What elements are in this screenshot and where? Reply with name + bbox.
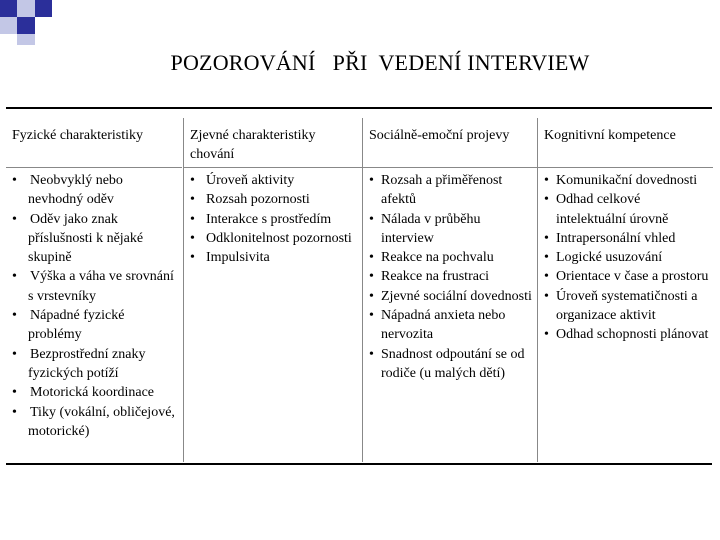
bullet-icon: •	[369, 211, 374, 227]
bullet-icon: •	[12, 404, 17, 420]
bullet-icon: •	[369, 346, 374, 362]
observation-table	[6, 118, 712, 462]
list-item	[367, 287, 535, 306]
corner-logo	[0, 0, 60, 45]
list-item	[367, 248, 535, 267]
bullet-icon: •	[12, 308, 17, 324]
bullet-icon: •	[369, 269, 374, 285]
list-item	[367, 306, 535, 345]
column-items	[367, 171, 535, 383]
list-item-text: Orientace v čase a prostoru	[556, 269, 709, 285]
list-item-text: Motorická koordinace	[30, 385, 155, 401]
list-item	[188, 190, 360, 209]
table-top-rule	[6, 107, 712, 109]
bullet-icon: •	[369, 173, 374, 188]
bullet-icon: •	[544, 250, 549, 266]
list-item	[10, 306, 180, 345]
bullet-icon: •	[544, 192, 549, 208]
list-item	[10, 267, 180, 306]
bullet-icon: •	[190, 173, 195, 188]
column-physical	[6, 118, 182, 462]
list-item-text: Výška a váha ve srovnání s vrstevníky	[28, 269, 174, 304]
list-item	[10, 210, 180, 268]
list-item-text: Odklonitelnost pozornosti	[206, 230, 352, 246]
list-item-text: Intrapersonální vhled	[556, 230, 676, 246]
column-items	[10, 171, 180, 441]
list-item-text: Tiky (vokální, obličejové, motorické)	[28, 404, 175, 439]
list-item	[542, 171, 711, 190]
list-item-text: Bezprostřední znaky fyzických potíží	[28, 346, 146, 381]
bullet-icon: •	[12, 346, 17, 362]
list-item-text: Nápadné fyzické problémy	[28, 308, 125, 343]
list-item-text: Odhad schopnosti plánovat	[556, 327, 709, 343]
list-item-text: Zjevné sociální dovednosti	[381, 288, 532, 304]
column-behavior	[183, 118, 362, 462]
logo-square	[17, 0, 35, 17]
column-header: Kognitivní kompetence	[544, 128, 676, 143]
column-header: Fyzické charakteristiky	[12, 128, 144, 143]
list-item	[542, 287, 711, 326]
bullet-icon: •	[190, 211, 195, 227]
logo-square	[17, 17, 35, 34]
bullet-icon: •	[544, 327, 549, 343]
bullet-icon: •	[544, 288, 549, 304]
list-item	[367, 267, 535, 286]
list-item	[10, 345, 180, 384]
bullet-icon: •	[190, 230, 195, 246]
bullet-icon: •	[369, 308, 374, 324]
list-item	[542, 267, 711, 286]
logo-square	[0, 0, 17, 17]
list-item	[367, 345, 535, 384]
list-item	[10, 403, 180, 442]
list-item-text: Logické usuzování	[556, 250, 663, 266]
list-item-text: Oděv jako znak příslušnosti k nějaké skupině	[28, 211, 144, 266]
header-divider	[184, 167, 362, 168]
list-item	[10, 383, 180, 402]
list-item	[10, 171, 180, 210]
list-item	[188, 210, 360, 229]
list-item-text: Úroveň systematičnosti a organizace aktivit	[556, 288, 698, 324]
list-item-text: Rozsah a přiměřenost afektů	[381, 173, 503, 208]
list-item-text: Impulsivita	[206, 250, 270, 266]
bullet-icon: •	[544, 173, 549, 188]
bullet-icon: •	[12, 173, 17, 188]
list-item-text: Reakce na frustraci	[381, 269, 490, 285]
list-item-text: Komunikační dovednosti	[556, 173, 698, 188]
list-item-text: Rozsah pozornosti	[206, 192, 310, 208]
column-header: Zjevné charakteristiky chování	[190, 128, 316, 163]
column-items	[542, 171, 711, 345]
list-item-text: Reakce na pochvalu	[381, 250, 494, 266]
column-items	[188, 171, 360, 267]
list-item-text: Neobvyklý nebo nevhodný oděv	[28, 173, 123, 208]
bullet-icon: •	[190, 192, 195, 208]
bullet-icon: •	[544, 230, 549, 246]
list-item-text: Nálada v průběhu interview	[381, 211, 481, 246]
list-item	[188, 229, 360, 248]
logo-square	[17, 34, 35, 45]
bullet-icon: •	[369, 288, 374, 304]
list-item-text: Nápadná anxieta nebo nervozita	[381, 308, 506, 343]
list-item	[188, 171, 360, 190]
logo-square	[0, 17, 17, 34]
bullet-icon: •	[369, 250, 374, 266]
header-divider	[363, 167, 537, 168]
list-item-text: Snadnost odpoutání se od rodiče (u malých dětí)	[381, 346, 525, 381]
column-header: Sociálně-emoční projevy	[369, 128, 510, 143]
slide-title: POZOROVÁNÍ PŘI VEDENÍ INTERVIEW	[170, 50, 590, 75]
bullet-icon: •	[190, 250, 195, 266]
bullet-icon: •	[12, 211, 17, 227]
bullet-icon: •	[544, 269, 549, 285]
list-item	[542, 248, 711, 267]
list-item	[367, 210, 535, 249]
list-item-text: Úroveň aktivity	[206, 173, 295, 188]
bullet-icon: •	[12, 269, 17, 285]
logo-square	[35, 0, 52, 17]
list-item	[542, 229, 711, 248]
list-item-text: Interakce s prostředím	[206, 211, 332, 227]
column-cognitive	[537, 118, 713, 462]
list-item	[542, 190, 711, 229]
bullet-icon: •	[12, 385, 17, 401]
list-item-text: Odhad celkové intelektuální úrovně	[556, 192, 669, 227]
header-divider	[538, 167, 713, 168]
list-item	[367, 171, 535, 210]
header-divider	[6, 167, 182, 168]
table-bottom-rule	[6, 463, 712, 465]
list-item	[188, 248, 360, 267]
list-item	[542, 325, 711, 344]
column-socio-emotional	[362, 118, 537, 462]
